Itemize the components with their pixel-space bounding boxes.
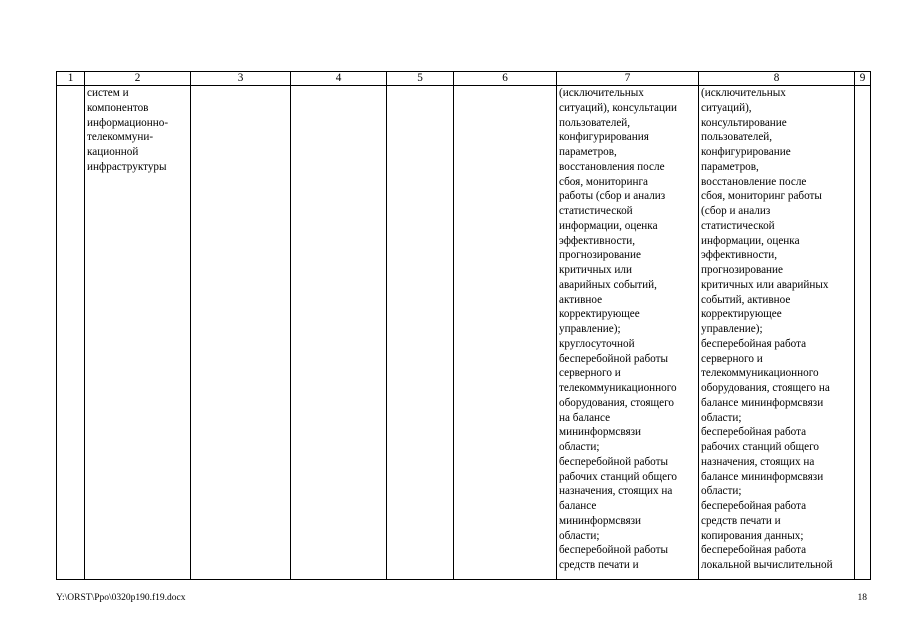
column-header-7: 7 <box>557 72 699 86</box>
cell-text: систем и компонентов информационно- телекоммуни- кационной инфраструктуры <box>87 87 169 173</box>
column-header-6: 6 <box>454 72 557 86</box>
column-header-1: 1 <box>57 72 85 86</box>
cell-col-8 <box>699 86 855 580</box>
column-header-9: 9 <box>855 72 871 86</box>
column-header-2: 2 <box>85 72 191 86</box>
cell-col-9 <box>855 86 871 580</box>
cell-col-7 <box>557 86 699 580</box>
cell-col-6 <box>454 86 557 580</box>
cell-text: (исключительных ситуаций), консультирование пользователей, конфигурирование параметров, восстановление после сбоя, мониторинг работы (сбор и анализ статистической информации, оценка эффективности, прогнозирование критичных или аварийных событий, активное корректирующее управление); бесперебойная работа серверного и телекоммуникационного оборудования, стоящего на балансе мининформсвязи области; бесперебойная работа рабочих станций общего назначения, стоящих на балансе мининформсвязи области; бесперебойная работа средств печати и копирования данных; бесперебойная работа локальной вычислительной <box>701 87 833 571</box>
footer-file-path: Y:\ORST\Ppo\0320p190.f19.docx <box>56 593 186 603</box>
table-header-row <box>57 72 871 86</box>
column-header-3: 3 <box>191 72 291 86</box>
footer-page-number: 18 <box>857 593 867 603</box>
column-header-5: 5 <box>387 72 454 86</box>
cell-col-3 <box>191 86 291 580</box>
table-row <box>57 86 871 580</box>
cell-col-1 <box>57 86 85 580</box>
cell-col-2 <box>85 86 191 580</box>
column-header-4: 4 <box>291 72 387 86</box>
cell-text: (исключительных ситуаций), консультации пользователей, конфигурирования параметров, восстановления после сбоя, мониторинга работы (сбор и анализ статистической информации, оценка эффективности, прогнозирование критичных или аварийных событий, активное корректирующее управление); круглосуточной бесперебойной работы серверного и телекоммуникационного оборудования, стоящего на балансе мининформсвязи области; бесперебойной работы рабочих станций общего назначения, стоящих на балансе мининформсвязи области; бесперебойной работы средств печати и <box>559 87 678 571</box>
document-table <box>56 71 871 580</box>
cell-col-4 <box>291 86 387 580</box>
cell-col-5 <box>387 86 454 580</box>
column-header-8: 8 <box>699 72 855 86</box>
